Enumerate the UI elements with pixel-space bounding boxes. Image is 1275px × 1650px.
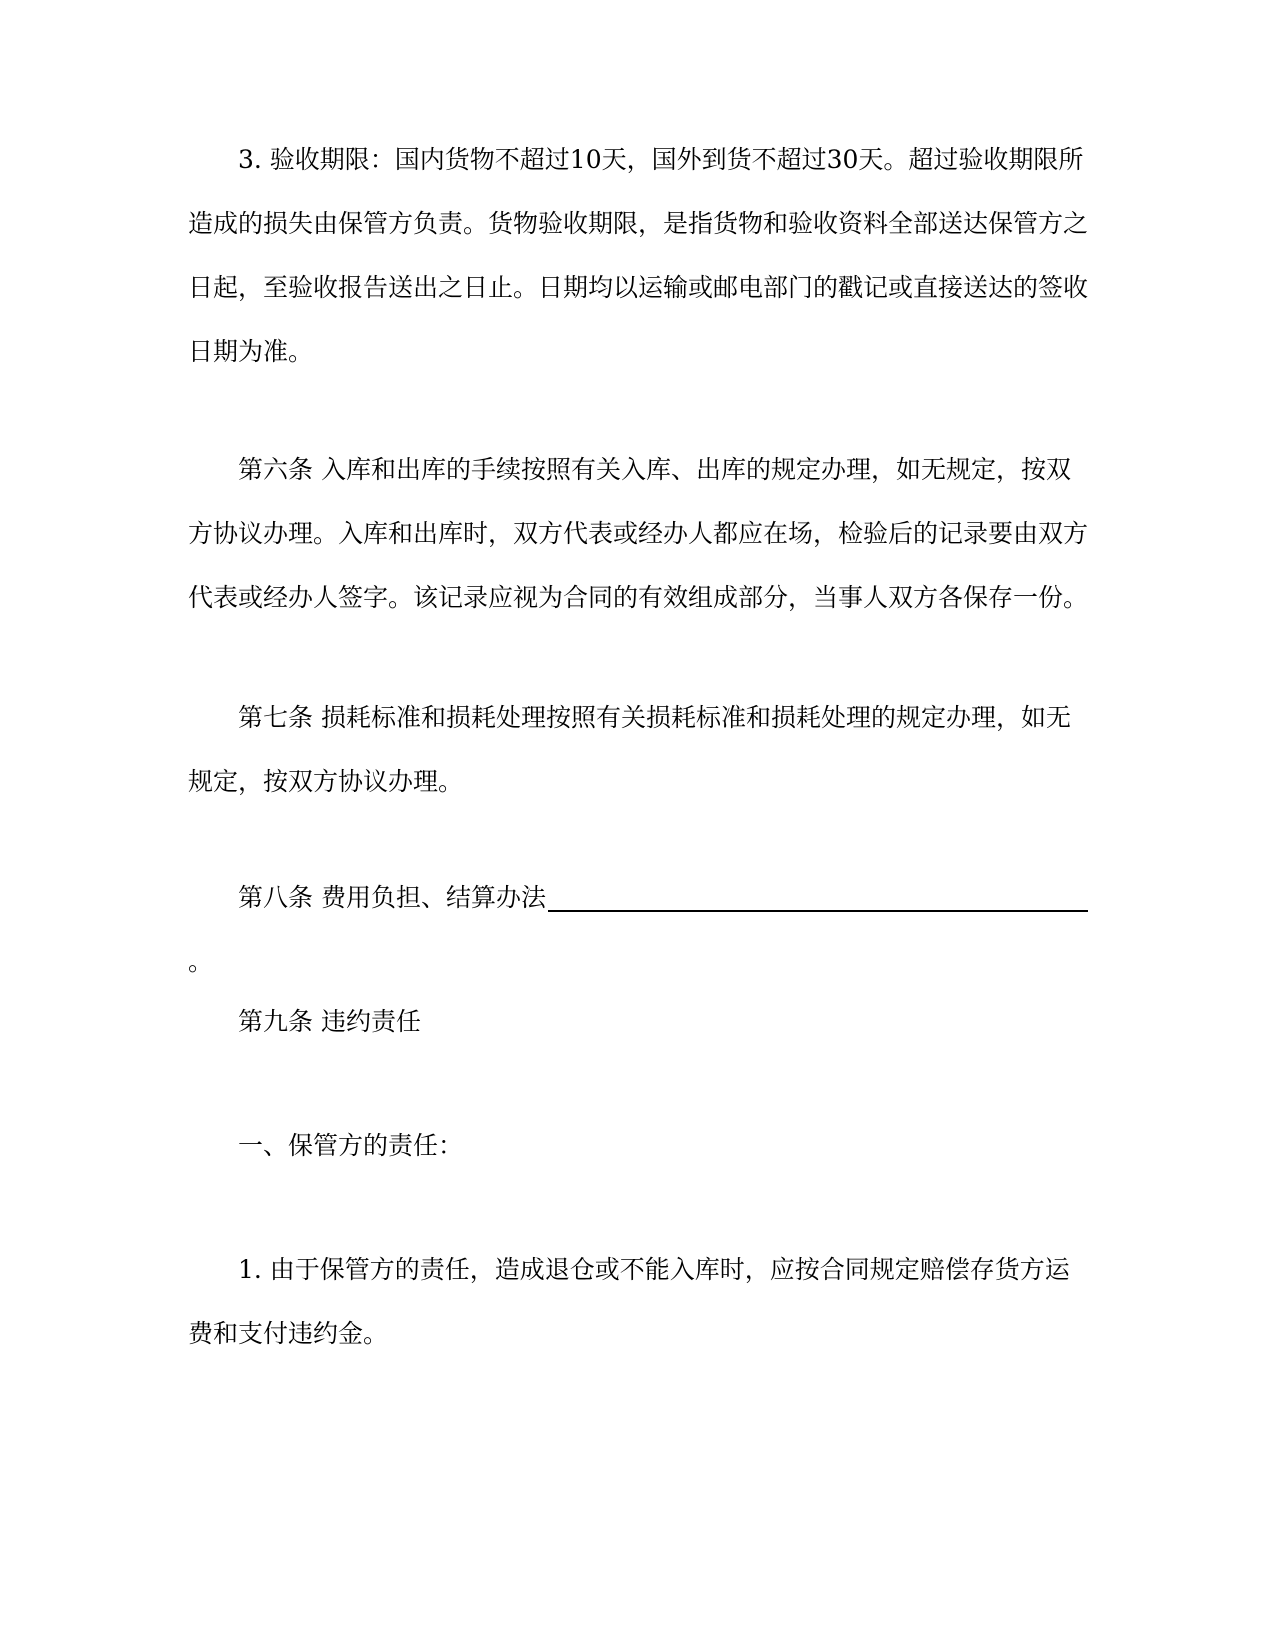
paragraph-article-8 [188,866,1088,994]
article-8-label: 第八条 费用负担、结算办法 [238,883,546,912]
paragraph-liability-1: 1. 由于保管方的责任，造成退仓或不能入库时，应按合同规定赔偿存货方运费和支付违约金。 [188,1255,1070,1348]
paragraph-article-9: 第九条 违约责任 [238,1007,421,1036]
paragraph-article-6: 第六条 入库和出库的手续按照有关入库、出库的规定办理，如无规定，按双方协议办理。入库和出库时，双方代表或经办人都应在场，检验后的记录要由双方代表或经办人签字。该记录应视为合同的有效组成部分，当事人双方各保存一份。 [188,455,1089,612]
paragraph-custodian-liability: 一、保管方的责任： [238,1131,464,1160]
fill-in-blank-line[interactable] [548,880,1088,912]
paragraph-article-7: 第七条 损耗标准和损耗处理按照有关损耗标准和损耗处理的规定办理，如无规定，按双方协议办理。 [188,703,1071,796]
article-8-period: 。 [188,947,214,976]
paragraph-acceptance-period: 3. 验收期限：国内货物不超过10天，国外到货不超过30天。超过验收期限所造成的损失由保管方负责。货物验收期限，是指货物和验收资料全部送达保管方之日起，至验收报告送出之日止。日期均以运输或邮电部门的戳记或直接送达的签收日期为准。 [188,145,1089,366]
